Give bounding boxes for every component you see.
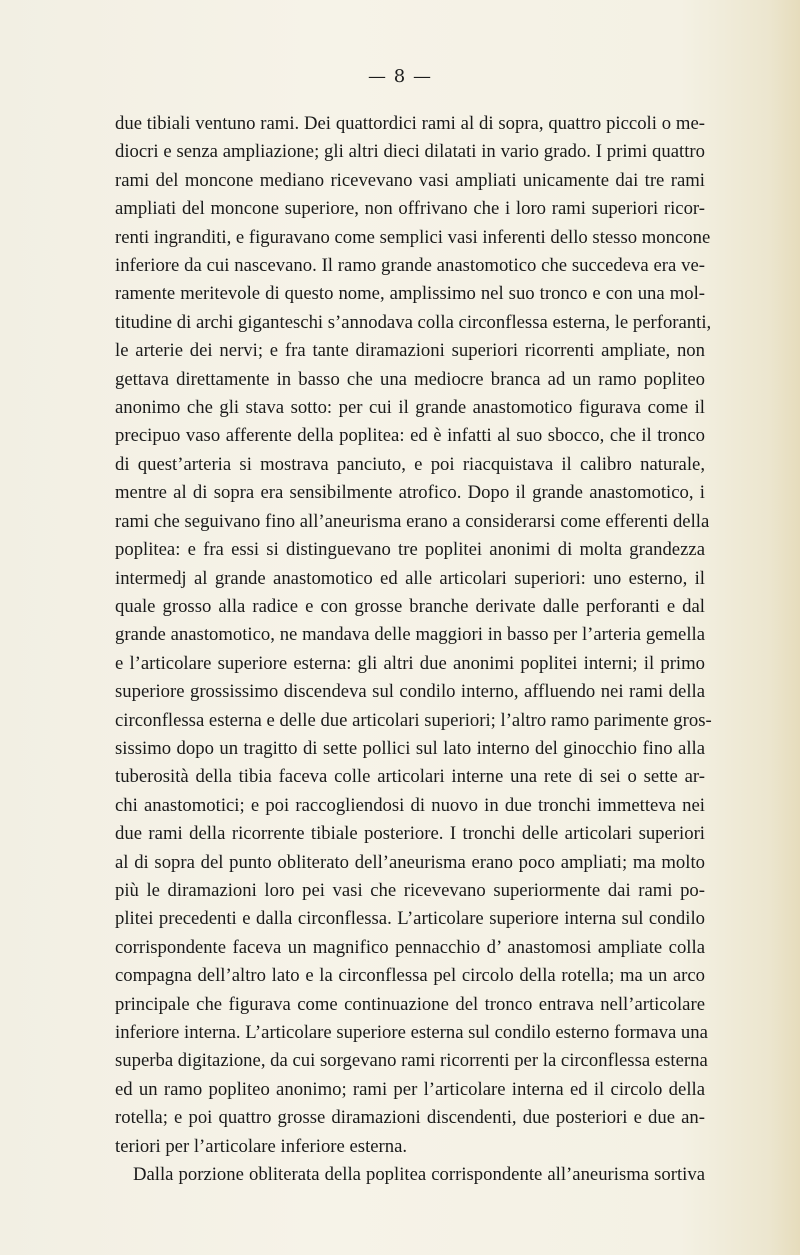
text-line: compagna dell’altro lato e la circonflessa pel circolo della rotella; ma un arco xyxy=(115,965,705,987)
text-line: inferiore da cui nascevano. Il ramo grande anastomotico che succedeva era ve- xyxy=(115,255,705,277)
text-line: tuberosità della tibia faceva colle articolari interne una rete di sei o sette ar- xyxy=(115,766,705,788)
text-line: ampliati del moncone superiore, non offrivano che i loro rami superiori ricor- xyxy=(115,198,705,220)
text-line: superiore grossissimo discendeva sul condilo interno, affluendo nei rami della xyxy=(115,681,705,703)
text-line: ramente meritevole di questo nome, amplissimo nel suo tronco e con una mol- xyxy=(115,283,705,305)
text-line: di quest’arteria si mostrava panciuto, e poi riacquistava il calibro naturale, xyxy=(115,453,705,475)
text-line: teriori per l’articolare inferiore esterna. xyxy=(115,1135,408,1157)
text-line: poplitea: e fra essi si distinguevano tre poplitei anonimi di molta grandezza xyxy=(115,539,705,561)
text-line: corrispondente faceva un magnifico pennacchio d’ anastomosi ampliate colla xyxy=(115,936,705,958)
text-line: anonimo che gli stava sotto: per cui il grande anastomotico figurava come il xyxy=(115,397,705,419)
text-line: intermedj al grande anastomotico ed alle articolari superiori: uno esterno, il xyxy=(115,567,705,589)
text-line: rami che seguivano fino all’aneurisma erano a considerarsi come efferenti della xyxy=(115,510,710,532)
text-line: due tibiali ventuno rami. Dei quattordici rami al di sopra, quattro piccoli o me- xyxy=(115,113,705,134)
text-line: quale grosso alla radice e con grosse branche derivate dalle perforanti e dal xyxy=(115,595,705,617)
text-line: ed un ramo popliteo anonimo; rami per l’articolare interna ed il circolo della xyxy=(115,1078,705,1100)
text-line: plitei precedenti e dalla circonflessa. L’articolare superiore interna sul condilo xyxy=(115,908,705,930)
text-line: rotella; e poi quattro grosse diramazioni discendenti, due posteriori e due an- xyxy=(115,1107,705,1129)
text-line: precipuo vaso afferente della poplitea: ed è infatti al suo sbocco, che il tronco xyxy=(115,425,705,447)
text-line: gettava direttamente in basso che una mediocre branca ad un ramo popliteo xyxy=(115,368,705,390)
text-line: le arterie dei nervi; e fra tante diramazioni superiori ricorrenti ampliate, non xyxy=(115,340,705,362)
text-line: titudine di archi giganteschi s’annodava colla circonflessa esterna, le perforanti, xyxy=(115,311,712,333)
text-line: sissimo dopo un tragitto di sette pollici sul lato interno del ginocchio fino alla xyxy=(115,737,705,759)
text-line: renti ingranditi, e figuravano come semplici vasi inferenti dello stesso moncone xyxy=(115,226,711,248)
text-line: al di sopra del punto obliterato dell’aneurisma erano poco ampliati; ma molto xyxy=(115,851,705,873)
text-line: circonflessa esterna e delle due articolari superiori; l’altro ramo parimente gros- xyxy=(115,709,712,731)
text-line: due rami della ricorrente tibiale posteriore. I tronchi delle articolari superiori xyxy=(115,823,705,845)
page-number: — 8 — xyxy=(368,66,432,87)
text-line: e l’articolare superiore esterna: gli altri due anonimi poplitei interni; il primo xyxy=(115,652,705,674)
text-line: grande anastomotico, ne mandava delle maggiori in basso per l’arteria gemella xyxy=(115,624,705,646)
text-line: mentre al di sopra era sensibilmente atrofico. Dopo il grande anastomotico, i xyxy=(115,482,705,504)
text-line: Dalla porzione obliterata della poplitea corrispondente all’aneurisma sortiva xyxy=(133,1164,705,1186)
text-line: più le diramazioni loro pei vasi che ricevevano superiormente dai rami po- xyxy=(115,879,705,901)
text-line: inferiore interna. L’articolare superiore esterna sul condilo esterno formava una xyxy=(115,1022,708,1043)
body-text xyxy=(115,110,712,1189)
text-line: diocri e senza ampliazione; gli altri dieci dilatati in vario grado. I primi quattro xyxy=(115,141,705,163)
text-line: chi anastomotici; e poi raccogliendosi di nuovo in due tronchi immetteva nei xyxy=(115,794,705,816)
text-line: rami del moncone mediano ricevevano vasi ampliati unicamente dai tre rami xyxy=(115,169,705,191)
text-line: superba digitazione, da cui sorgevano rami ricorrenti per la circonflessa esterna xyxy=(115,1050,708,1072)
text-line: principale che figurava come continuazione del tronco entrava nell’articolare xyxy=(115,993,705,1015)
